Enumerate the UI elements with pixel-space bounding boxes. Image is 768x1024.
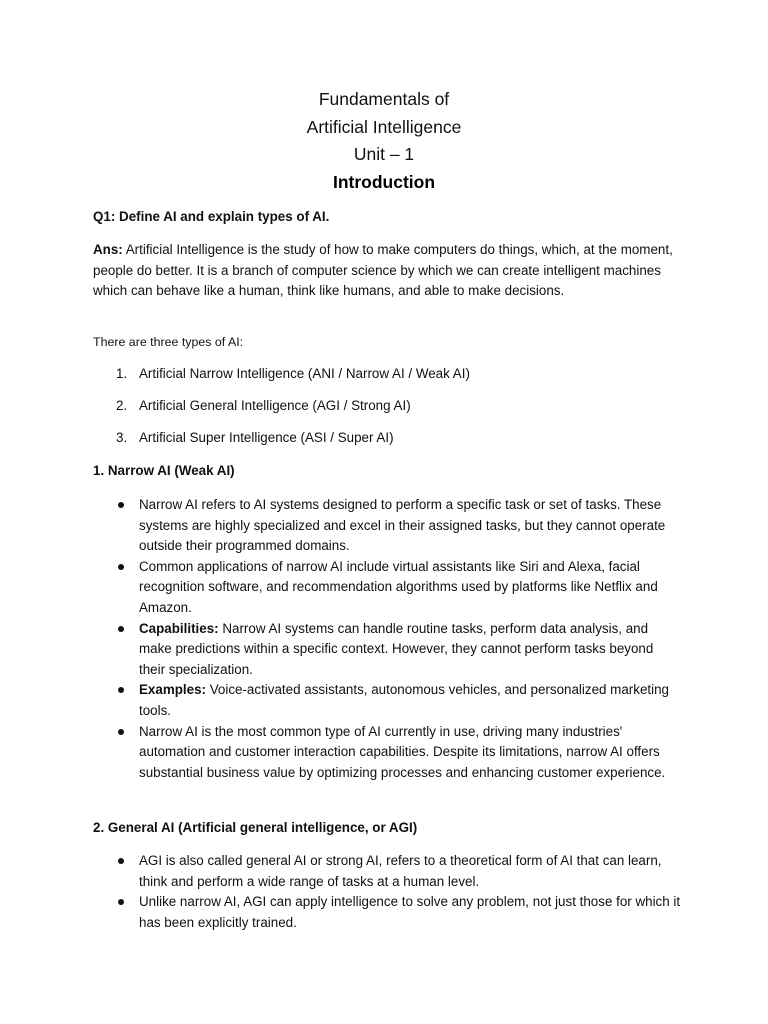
answer-label: Ans: — [93, 242, 123, 257]
bullet-icon — [118, 626, 124, 632]
list-item — [116, 892, 681, 933]
question-heading: Q1: Define AI and explain types of AI. — [93, 209, 330, 224]
bullet-icon — [118, 899, 124, 905]
title-block — [0, 86, 768, 196]
list-text: Artificial Narrow Intelligence (ANI / Narrow AI / Weak AI) — [139, 366, 470, 381]
general-ai-heading: 2. General AI (Artificial general intelligence, or AGI) — [93, 820, 418, 835]
list-item — [116, 557, 681, 619]
list-text: Unlike narrow AI, AGI can apply intelligence to solve any problem, not just those for which it has been explicitly trained. — [139, 894, 681, 930]
bullet-icon — [118, 564, 124, 570]
types-intro: There are three types of AI: — [93, 335, 244, 349]
list-item — [116, 851, 681, 892]
course-subtitle: Artificial Intelligence — [306, 116, 462, 137]
list-item — [116, 428, 676, 449]
list-text: Narrow AI refers to AI systems designed to perform a specific task or set of tasks. These systems are highly specialized and excel in their assigned tasks, but they cannot operate outside their programmed domains. — [139, 497, 666, 554]
narrow-ai-heading: 1. Narrow AI (Weak AI) — [93, 463, 235, 478]
list-item — [116, 619, 681, 681]
list-number: 1. — [116, 366, 128, 381]
section-heading: Introduction — [332, 171, 436, 192]
answer-text: Artificial Intelligence is the study of how to make computers do things, which, at the moment, people do better. It is a branch of computer science by which we can create intelligent machines which can behave like a human, think like humans, and able to make decisions. — [93, 242, 673, 299]
general-ai-list — [116, 851, 681, 933]
list-item — [116, 680, 681, 721]
list-text: AGI is also called general AI or strong AI, refers to a theoretical form of AI that can learn, think and perform a wide range of tasks at a human level. — [139, 853, 662, 889]
bullet-icon — [118, 858, 124, 864]
list-text: Narrow AI is the most common type of AI currently in use, driving many industries' automation and customer interaction capabilities. Despite its limitations, narrow AI offers substantial business value by optimizing processes and enhancing customer experience. — [139, 723, 666, 780]
list-item — [116, 364, 676, 385]
list-number: 3. — [116, 430, 128, 445]
list-text: Voice-activated assistants, autonomous vehicles, and personalized marketing tools. — [139, 682, 669, 718]
narrow-ai-list — [116, 495, 681, 783]
list-text: Common applications of narrow AI include virtual assistants like Siri and Alexa, facial recognition software, and recommendation algorithms used by platforms like Netflix and Amazon. — [139, 558, 658, 615]
list-number: 2. — [116, 398, 128, 413]
list-item — [116, 722, 681, 784]
list-text: Narrow AI systems can handle routine tasks, perform data analysis, and make predictions within a specific context. However, they cannot perform tasks beyond their specialization. — [139, 620, 654, 677]
list-text: Artificial General Intelligence (AGI / Strong AI) — [139, 398, 411, 413]
course-title: Fundamentals of — [318, 89, 450, 109]
list-label: Capabilities: — [139, 620, 219, 636]
list-text: Artificial Super Intelligence (ASI / Super AI) — [139, 430, 394, 445]
unit-label: Unit – 1 — [353, 144, 415, 164]
bullet-icon — [118, 687, 124, 693]
list-label: Examples: — [139, 682, 206, 698]
bullet-icon — [118, 729, 124, 735]
bullet-icon — [118, 502, 124, 508]
list-item — [116, 495, 681, 557]
answer-paragraph — [93, 240, 683, 302]
list-item — [116, 396, 676, 417]
